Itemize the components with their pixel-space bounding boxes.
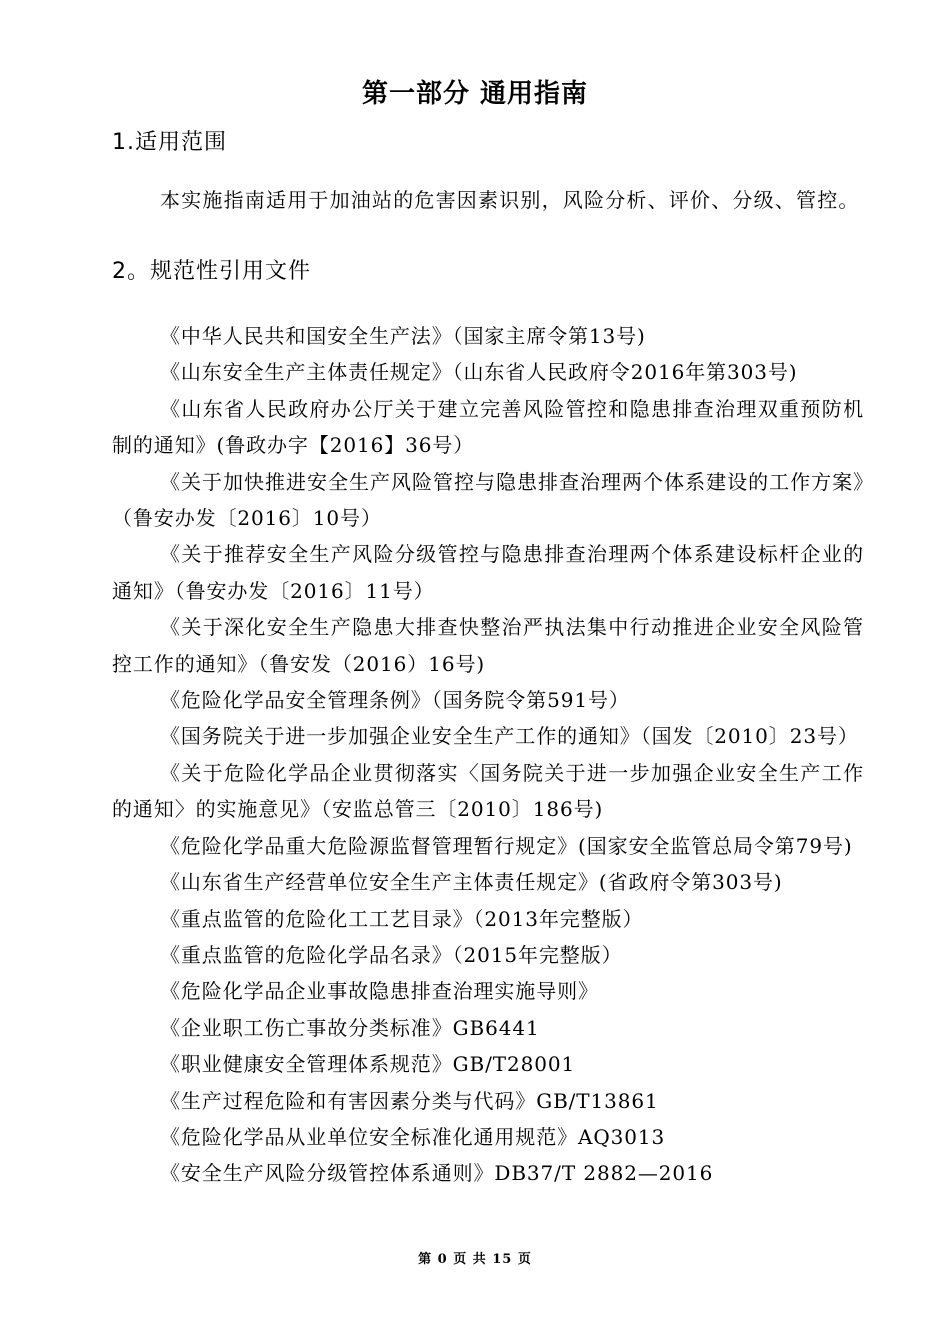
reference-item: 《中华人民共和国安全生产法》（国家主席令第13号) <box>160 324 646 348</box>
reference-item: 《重点监管的危险化工工艺目录》（2013年完整版） <box>160 906 644 931</box>
reference-item: 《山东安全生产主体责任规定》（山东省人民政府令2016年第303号) <box>160 360 798 385</box>
reference-item: 《关于加快推进安全生产风险管控与隐患排查治理两个体系建设的工作方案》（鲁安办发〔2016〕10号） <box>112 469 864 531</box>
section-heading-scope: 1.适用范围 <box>112 130 227 155</box>
section-heading-references: 2。规范性引用文件 <box>112 259 311 284</box>
reference-item: 《关于深化安全生产隐患大排查快整治严执法集中行动推进企业安全风险管控工作的通知》（鲁安发（2016）16号) <box>112 615 864 676</box>
reference-item: 《国务院关于进一步加强企业安全生产工作的通知》（国发〔2010〕23号） <box>160 724 859 749</box>
reference-item: 《危险化学品从业单位安全标准化通用规范》AQ3013 <box>160 1124 666 1149</box>
reference-item: 《职业健康安全管理体系规范》GB/T28001 <box>160 1052 576 1077</box>
reference-item: 《危险化学品企业事故隐患排查治理实施导则》 <box>160 979 599 1004</box>
reference-item: 《山东省生产经营单位安全生产主体责任规定》(省政府令第303号) <box>160 870 783 895</box>
page-footer: 第 0 页 共 15 页 <box>418 1252 532 1267</box>
reference-item: 《企业职工伤亡事故分类标准》GB6441 <box>160 1015 540 1040</box>
reference-list <box>112 318 864 1192</box>
reference-item: 《安全生产风险分级管控体系通则》DB37/T 2882—2016 <box>160 1161 714 1186</box>
reference-item: 《生产过程危险和有害因素分类与代码》GB/T13861 <box>160 1088 659 1113</box>
reference-item: 《重点监管的危险化学品名录》（2015年完整版） <box>160 942 623 967</box>
reference-item: 《危险化学品重大危险源监督管理暂行规定》(国家安全监管总局令第79号) <box>160 833 853 858</box>
reference-item: 《关于危险化学品企业贯彻落实〈国务院关于进一步加强企业安全生产工作的通知〉的实施意见》（安监总管三〔2010〕186号) <box>112 760 864 822</box>
page-title: 第一部分 通用指南 <box>361 79 589 109</box>
reference-item: 《山东省人民政府办公厅关于建立完善风险管控和隐患排查治理双重预防机制的通知》(鲁政办字【2016】36号） <box>112 396 864 458</box>
scope-paragraph: 本实施指南适用于加油站的危害因素识别，风险分析、评价、分级、管控。 <box>160 188 860 212</box>
reference-item: 《危险化学品安全管理条例》（国务院令第591号） <box>160 688 630 713</box>
reference-item: 《关于推荐安全生产风险分级管控与隐患排查治理两个体系建设标杆企业的通知》（鲁安办发〔2016〕11号） <box>112 542 864 603</box>
